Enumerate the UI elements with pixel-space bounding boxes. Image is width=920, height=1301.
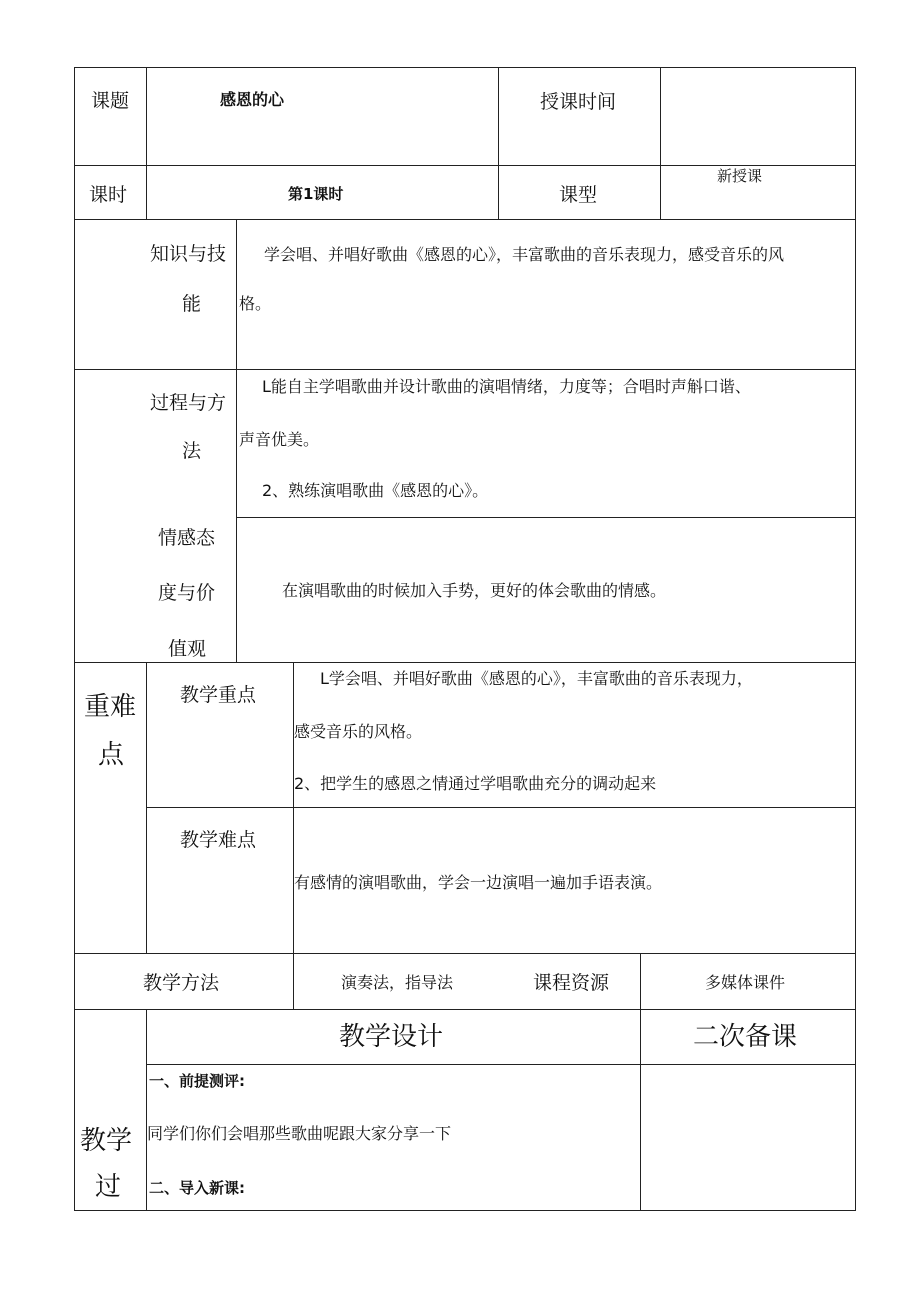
grid-line (74, 67, 75, 1211)
grid-line (855, 67, 856, 1211)
course-resource-label: 课程资源 (533, 972, 610, 994)
grid-line (146, 1009, 147, 1211)
process-text-line2: 声音优美。 (239, 430, 320, 449)
process-text-line3: 2、熟练演唱歌曲《感恩的心》。 (262, 481, 489, 500)
grid-line (74, 1210, 856, 1211)
knowledge-text-line2: 格。 (239, 294, 272, 313)
knowledge-text: 学会唱、并唱好歌曲《感恩的心》，丰富歌曲的音乐表现力，感受音乐的风 (264, 245, 785, 264)
teaching-design-header: 教学设计 (339, 1022, 444, 1052)
teaching-focus-label: 教学重点 (180, 684, 257, 706)
grid-line (236, 219, 237, 663)
period-label: 课时 (89, 184, 128, 206)
grid-line (74, 953, 856, 954)
grid-line (74, 67, 856, 68)
key-points-side-label-line2: 点 (98, 740, 125, 770)
grid-line (74, 662, 856, 663)
knowledge-label: 知识与技 (150, 243, 227, 265)
grid-line (146, 1064, 856, 1065)
teaching-focus-text-line3: 2、把学生的感恩之情通过学唱歌曲充分的调动起来 (294, 774, 657, 793)
teaching-method-value: 演奏法，指导法 (341, 973, 454, 992)
grid-line (146, 807, 856, 808)
teaching-difficulty-label: 教学难点 (180, 829, 257, 851)
grid-line (74, 219, 856, 220)
teaching-focus-text: L学会唱、并唱好歌曲《感恩的心》，丰富歌曲的音乐表现力， (320, 669, 753, 688)
knowledge-label-line2: 能 (182, 293, 202, 315)
second-preparation-header: 二次备课 (693, 1022, 798, 1052)
lesson-type-value: 新授课 (717, 167, 763, 185)
grid-line (236, 369, 856, 370)
step1-text: 同学们你们会唱那些歌曲呢跟大家分享一下 (147, 1124, 452, 1143)
emotion-text: 在演唱歌曲的时候加入手势，更好的体会歌曲的情感。 (282, 581, 667, 600)
teaching-focus-text-line2: 感受音乐的风格。 (294, 722, 423, 741)
grid-line (146, 662, 147, 954)
teaching-method-label: 教学方法 (143, 972, 220, 994)
teaching-difficulty-text: 有感情的演唱歌曲，学会一边演唱一遍加手语表演。 (294, 873, 663, 892)
key-points-side-label: 重难 (84, 692, 137, 722)
grid-line (236, 517, 856, 518)
process-label-line2: 法 (182, 440, 202, 462)
emotion-label: 情感态 (158, 527, 216, 549)
grid-line (74, 165, 856, 166)
grid-line (74, 1009, 856, 1010)
grid-line (74, 369, 236, 370)
period-value: 第1课时 (288, 185, 344, 203)
topic-value: 感恩的心 (220, 90, 285, 109)
grid-line (146, 67, 147, 220)
teaching-process-side-label: 教学 (80, 1126, 133, 1156)
lesson-type-label: 课型 (559, 184, 598, 206)
grid-line (293, 662, 294, 1010)
process-label: 过程与方 (150, 392, 227, 414)
step1-title: 一、前提测评: (149, 1072, 245, 1090)
grid-line (498, 67, 499, 220)
emotion-label-line3: 值观 (168, 638, 207, 660)
emotion-label-line2: 度与价 (158, 582, 216, 604)
grid-line (660, 67, 661, 220)
teaching-time-label: 授课时间 (540, 91, 617, 113)
step2-title: 二、导入新课: (149, 1179, 245, 1197)
grid-line (640, 953, 641, 1211)
teaching-process-side-label-line2: 过 (95, 1172, 122, 1202)
topic-label: 课题 (91, 90, 130, 112)
course-resource-value: 多媒体课件 (705, 973, 786, 992)
process-text: L能自主学唱歌曲并设计歌曲的演唱情绪，力度等；合唱时声斛口谐、 (262, 377, 751, 396)
